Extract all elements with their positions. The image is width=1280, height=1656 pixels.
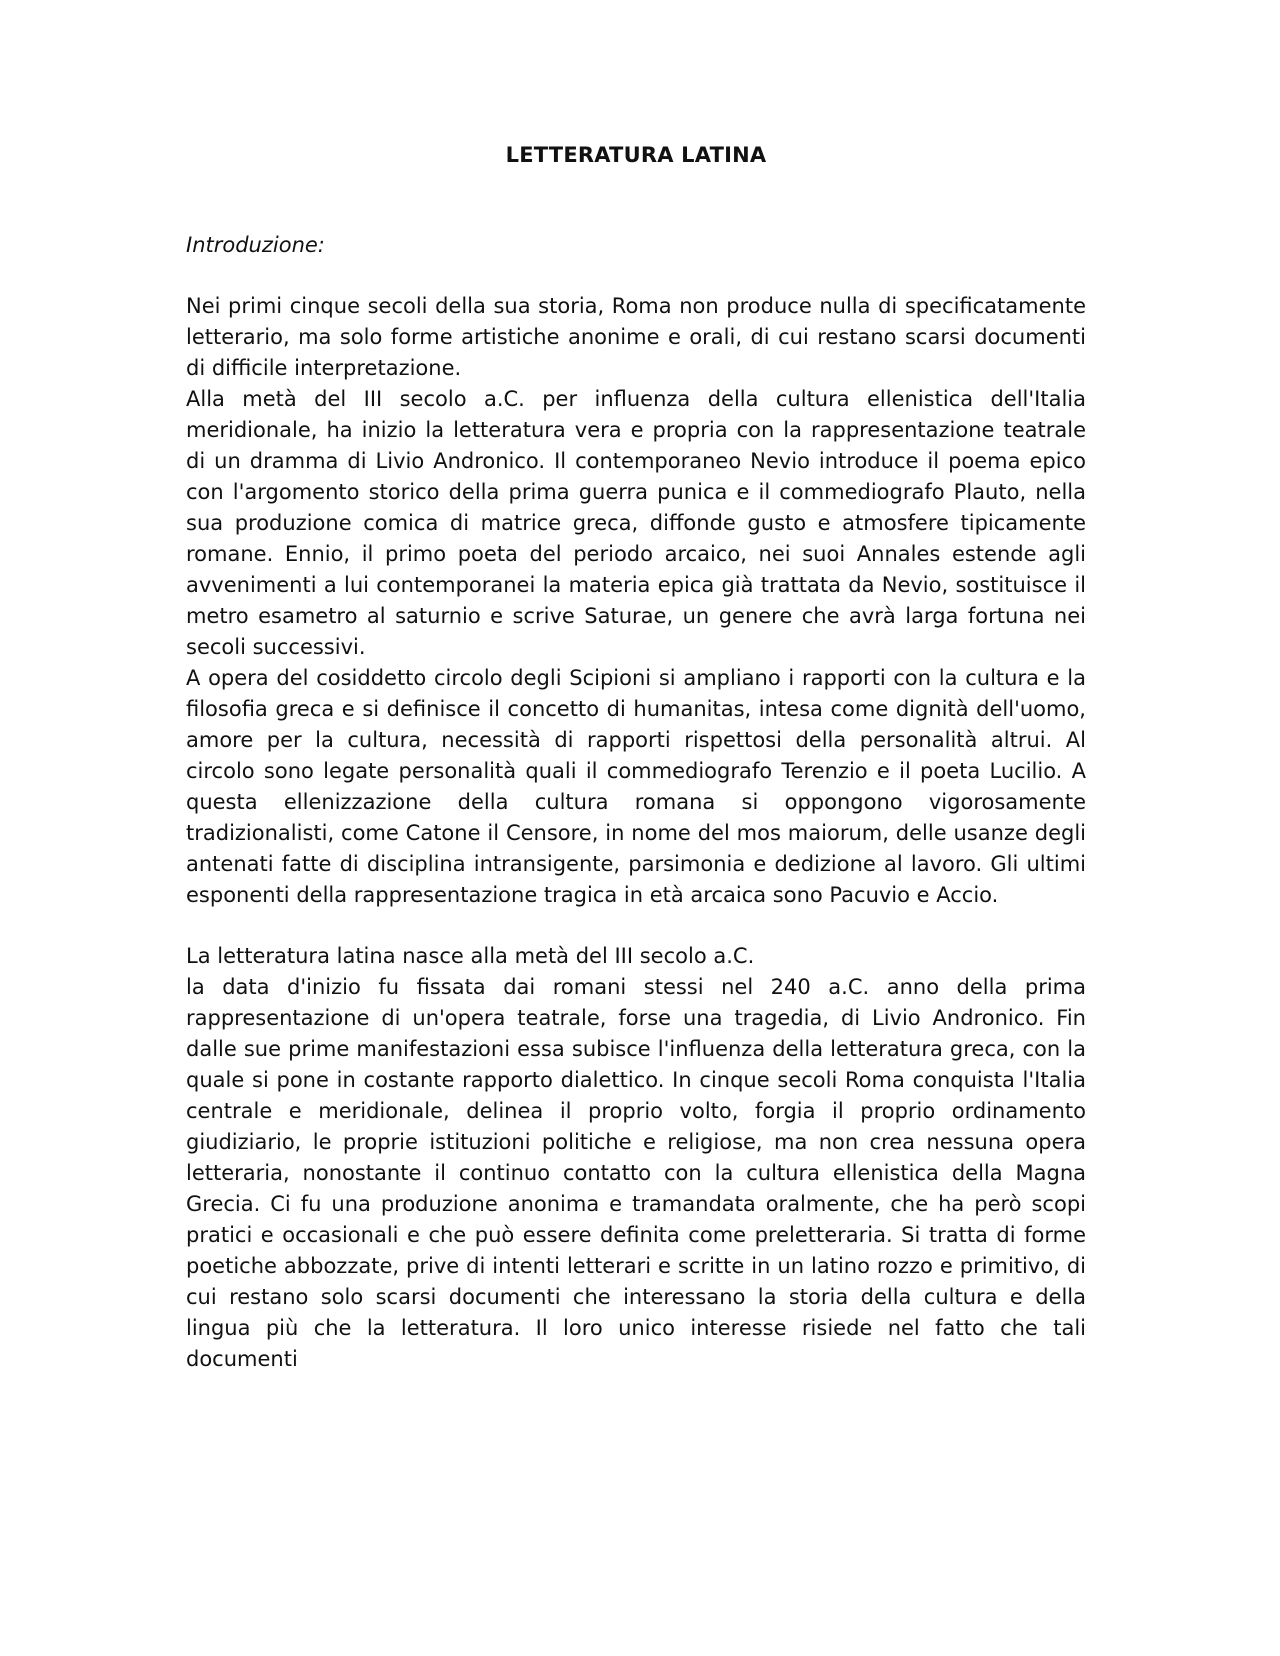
paragraph-4: La letteratura latina nasce alla metà del III secolo a.C. [186,944,755,968]
document-title: LETTERATURA LATINA [505,143,767,167]
paragraph-3: A opera del cosiddetto circolo degli Scipioni si ampliano i rapporti con la cultura e la filosofia greca e si definisce il concetto di humanitas, intesa come dignità dell'uomo, amore per la cultura, necessità di rapporti rispettosi della personalità altrui. Al circolo sono legate personalità quali il commediografo Terenzio e il poeta Lucilio. A questa ellenizzazione della cultura romana si oppongono vigorosamente tradizionalisti, come Catone il Censore, in nome del mos maiorum, delle usanze degli antenati fatte di disciplina intransigente, parsimonia e dedizione al lavoro. Gli ultimi esponenti della rappresentazione tragica in età arcaica sono Pacuvio e Accio. [186,666,1086,907]
section-heading: Introduzione: [186,233,325,257]
paragraph-5: la data d'inizio fu fissata dai romani stessi nel 240 a.C. anno della prima rappresentazione di un'opera teatrale, forse una tragedia, di Livio Andronico. Fin dalle sue prime manifestazioni essa subisce l'influenza della letteratura greca, con la quale si pone in costante rapporto dialettico. In cinque secoli Roma conquista l'Italia centrale e meridionale, delinea il proprio volto, forgia il proprio ordinamento giudiziario, le proprie istituzioni politiche e religiose, ma non crea nessuna opera letteraria, nonostante il continuo contatto con la cultura ellenistica della Magna Grecia. Ci fu una produzione anonima e tramandata oralmente, che ha però scopi pratici e occasionali e che può essere definita come preletteraria. Si tratta di forme poetiche abbozzate, prive di intenti letterari e scritte in un latino rozzo e primitivo, di cui restano solo scarsi documenti che interessano la storia della cultura e della lingua più che la letteratura. Il loro unico interesse risiede nel fatto che tali documenti [186,975,1086,1371]
paragraph-2: Alla metà del III secolo a.C. per influenza della cultura ellenistica dell'Italia meridionale, ha inizio la letteratura vera e propria con la rappresentazione teatrale di un dramma di Livio Andronico. Il contemporaneo Nevio introduce il poema epico con l'argomento storico della prima guerra punica e il commediografo Plauto, nella sua produzione comica di matrice greca, diffonde gusto e atmosfere tipicamente romane. Ennio, il primo poeta del periodo arcaico, nei suoi Annales estende agli avvenimenti a lui contemporanei la materia epica già trattata da Nevio, sostituisce il metro esametro al saturnio e scrive Saturae, un genere che avrà larga fortuna nei secoli successivi. [186,387,1086,659]
paragraph-1: Nei primi cinque secoli della sua storia, Roma non produce nulla di specificatamente letterario, ma solo forme artistiche anonime e orali, di cui restano scarsi documenti di difficile interpretazione. [186,294,1086,380]
document-page [186,140,1086,1375]
